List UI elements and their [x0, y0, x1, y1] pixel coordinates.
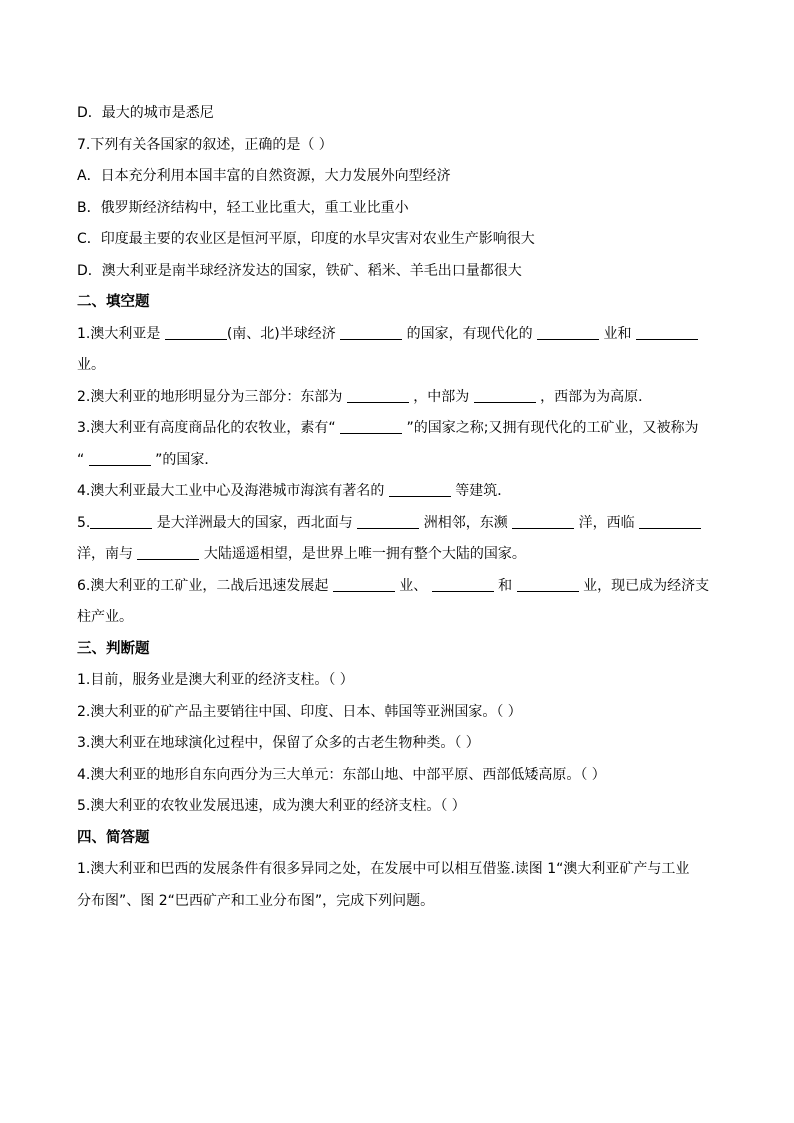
- text-segment: 洲相邻，东濒: [419, 514, 513, 531]
- answer-blank: [517, 577, 579, 592]
- answer-blank: [347, 388, 409, 403]
- text-line: [77, 539, 727, 571]
- text-line: [77, 161, 727, 193]
- text-segment: 业，现已成为经济支: [578, 577, 710, 594]
- text-segment: ，中部为: [408, 388, 474, 405]
- section-heading: [77, 287, 727, 319]
- text-segment: ”的国家之称;又拥有现代化的工矿业，又被称为: [402, 420, 699, 436]
- text-segment: 业和: [599, 325, 636, 342]
- text-segment: B．俄罗斯经济结构中，轻工业比重大，重工业比重小: [77, 199, 409, 216]
- text-segment: “: [77, 451, 89, 468]
- text-line: [77, 382, 727, 414]
- text-line: [77, 476, 727, 508]
- answer-blank: [333, 577, 395, 592]
- text-segment: D．澳大利亚是南半球经济发达的国家，铁矿、稻米、羊毛出口量都很大: [77, 262, 522, 279]
- text-segment: 洋，南与: [77, 546, 138, 562]
- document-page: [77, 98, 727, 917]
- text-segment: ”的国家．: [150, 451, 219, 468]
- text-segment: 7.下列有关各国家的叙述，正确的是（ ）: [77, 136, 333, 153]
- text-segment: 二、填空题: [77, 294, 150, 310]
- answer-blank: [537, 325, 599, 340]
- text-segment: (南、北)半球经济: [226, 325, 341, 342]
- text-segment: 柱产业。: [77, 609, 133, 625]
- text-segment: 1.目前，服务业是澳大利亚的经济支柱。（ ）: [77, 672, 354, 688]
- text-segment: 2.澳大利亚的地形明显分为三部分：东部为: [77, 388, 347, 405]
- text-line: [77, 508, 727, 540]
- text-line: [77, 602, 727, 634]
- text-line: [77, 445, 727, 477]
- answer-blank: [165, 325, 227, 340]
- text-line: [77, 130, 727, 162]
- answer-blank: [389, 482, 451, 497]
- text-segment: 等建筑．: [450, 483, 512, 499]
- text-segment: 四、简答题: [77, 829, 150, 846]
- answer-blank: [474, 388, 536, 403]
- answer-blank: [432, 577, 494, 592]
- text-segment: 5.澳大利亚的农牧业发展迅速，成为澳大利亚的经济支柱。（ ）: [77, 798, 466, 814]
- section-heading: [77, 823, 727, 855]
- text-segment: 和: [493, 577, 517, 594]
- text-segment: 业、: [394, 577, 432, 594]
- text-segment: 分布图”、图 2“巴西矿产和工业分布图”，完成下列问题。: [77, 892, 435, 909]
- answer-blank: [639, 514, 701, 529]
- text-segment: D．最大的城市是悉尼: [77, 105, 214, 121]
- text-line: [77, 256, 727, 288]
- text-segment: 洋，西临: [574, 514, 640, 531]
- text-segment: 三、判断题: [77, 640, 150, 657]
- text-segment: ，西部为为高原．: [535, 388, 653, 405]
- text-segment: 4.澳大利亚最大工业中心及海港城市海滨有著名的: [77, 483, 389, 499]
- text-segment: 大陆遥遥相望，是世界上唯一拥有整个大陆的国家。: [199, 546, 526, 562]
- answer-blank: [636, 325, 698, 340]
- answer-blank: [512, 514, 574, 529]
- text-line: [77, 224, 727, 256]
- text-line: [77, 791, 727, 823]
- text-segment: C．印度最主要的农业区是恒河平原，印度的水旱灾害对农业生产影响很大: [77, 231, 535, 247]
- text-line: [77, 571, 727, 603]
- text-segment: 的国家，有现代化的: [402, 325, 538, 342]
- text-segment: A．日本充分利用本国丰富的自然资源，大力发展外向型经济: [77, 168, 451, 184]
- answer-blank: [340, 419, 402, 434]
- text-line: [77, 665, 727, 697]
- text-segment: 6.澳大利亚的工矿业，二战后迅速发展起: [77, 577, 333, 594]
- text-line: [77, 886, 727, 918]
- answer-blank: [357, 514, 419, 529]
- text-segment: 5.: [77, 514, 91, 531]
- answer-blank: [340, 325, 402, 340]
- text-line: [77, 413, 727, 445]
- text-segment: 是大洋洲最大的国家，西北面与: [152, 514, 358, 531]
- text-line: [77, 854, 727, 886]
- text-segment: 业。: [77, 357, 105, 373]
- text-line: [77, 98, 727, 130]
- text-segment: 3.澳大利亚有高度商品化的农牧业，素有“: [77, 420, 341, 436]
- text-line: [77, 193, 727, 225]
- text-segment: 1.澳大利亚是: [77, 325, 165, 342]
- text-segment: 4.澳大利亚的地形自东向西分为三大单元：东部山地、中部平原、西部低矮高原。（ ）: [77, 766, 606, 783]
- answer-blank: [89, 451, 151, 466]
- text-segment: 2.澳大利亚的矿产品主要销往中国、印度、日本、韩国等亚洲国家。（ ）: [77, 703, 522, 720]
- text-segment: 1.澳大利亚和巴西的发展条件有很多异同之处，在发展中可以相互借鉴.读图 1“澳大利亚矿产与工业: [77, 861, 690, 877]
- answer-blank: [137, 545, 199, 560]
- text-line: [77, 697, 727, 729]
- text-line: [77, 350, 727, 382]
- text-line: [77, 760, 727, 792]
- text-line: [77, 728, 727, 760]
- section-heading: [77, 634, 727, 666]
- text-line: [77, 319, 727, 351]
- text-segment: 3.澳大利亚在地球演化过程中，保留了众多的古老生物种类。（ ）: [77, 735, 480, 751]
- answer-blank: [90, 514, 152, 529]
